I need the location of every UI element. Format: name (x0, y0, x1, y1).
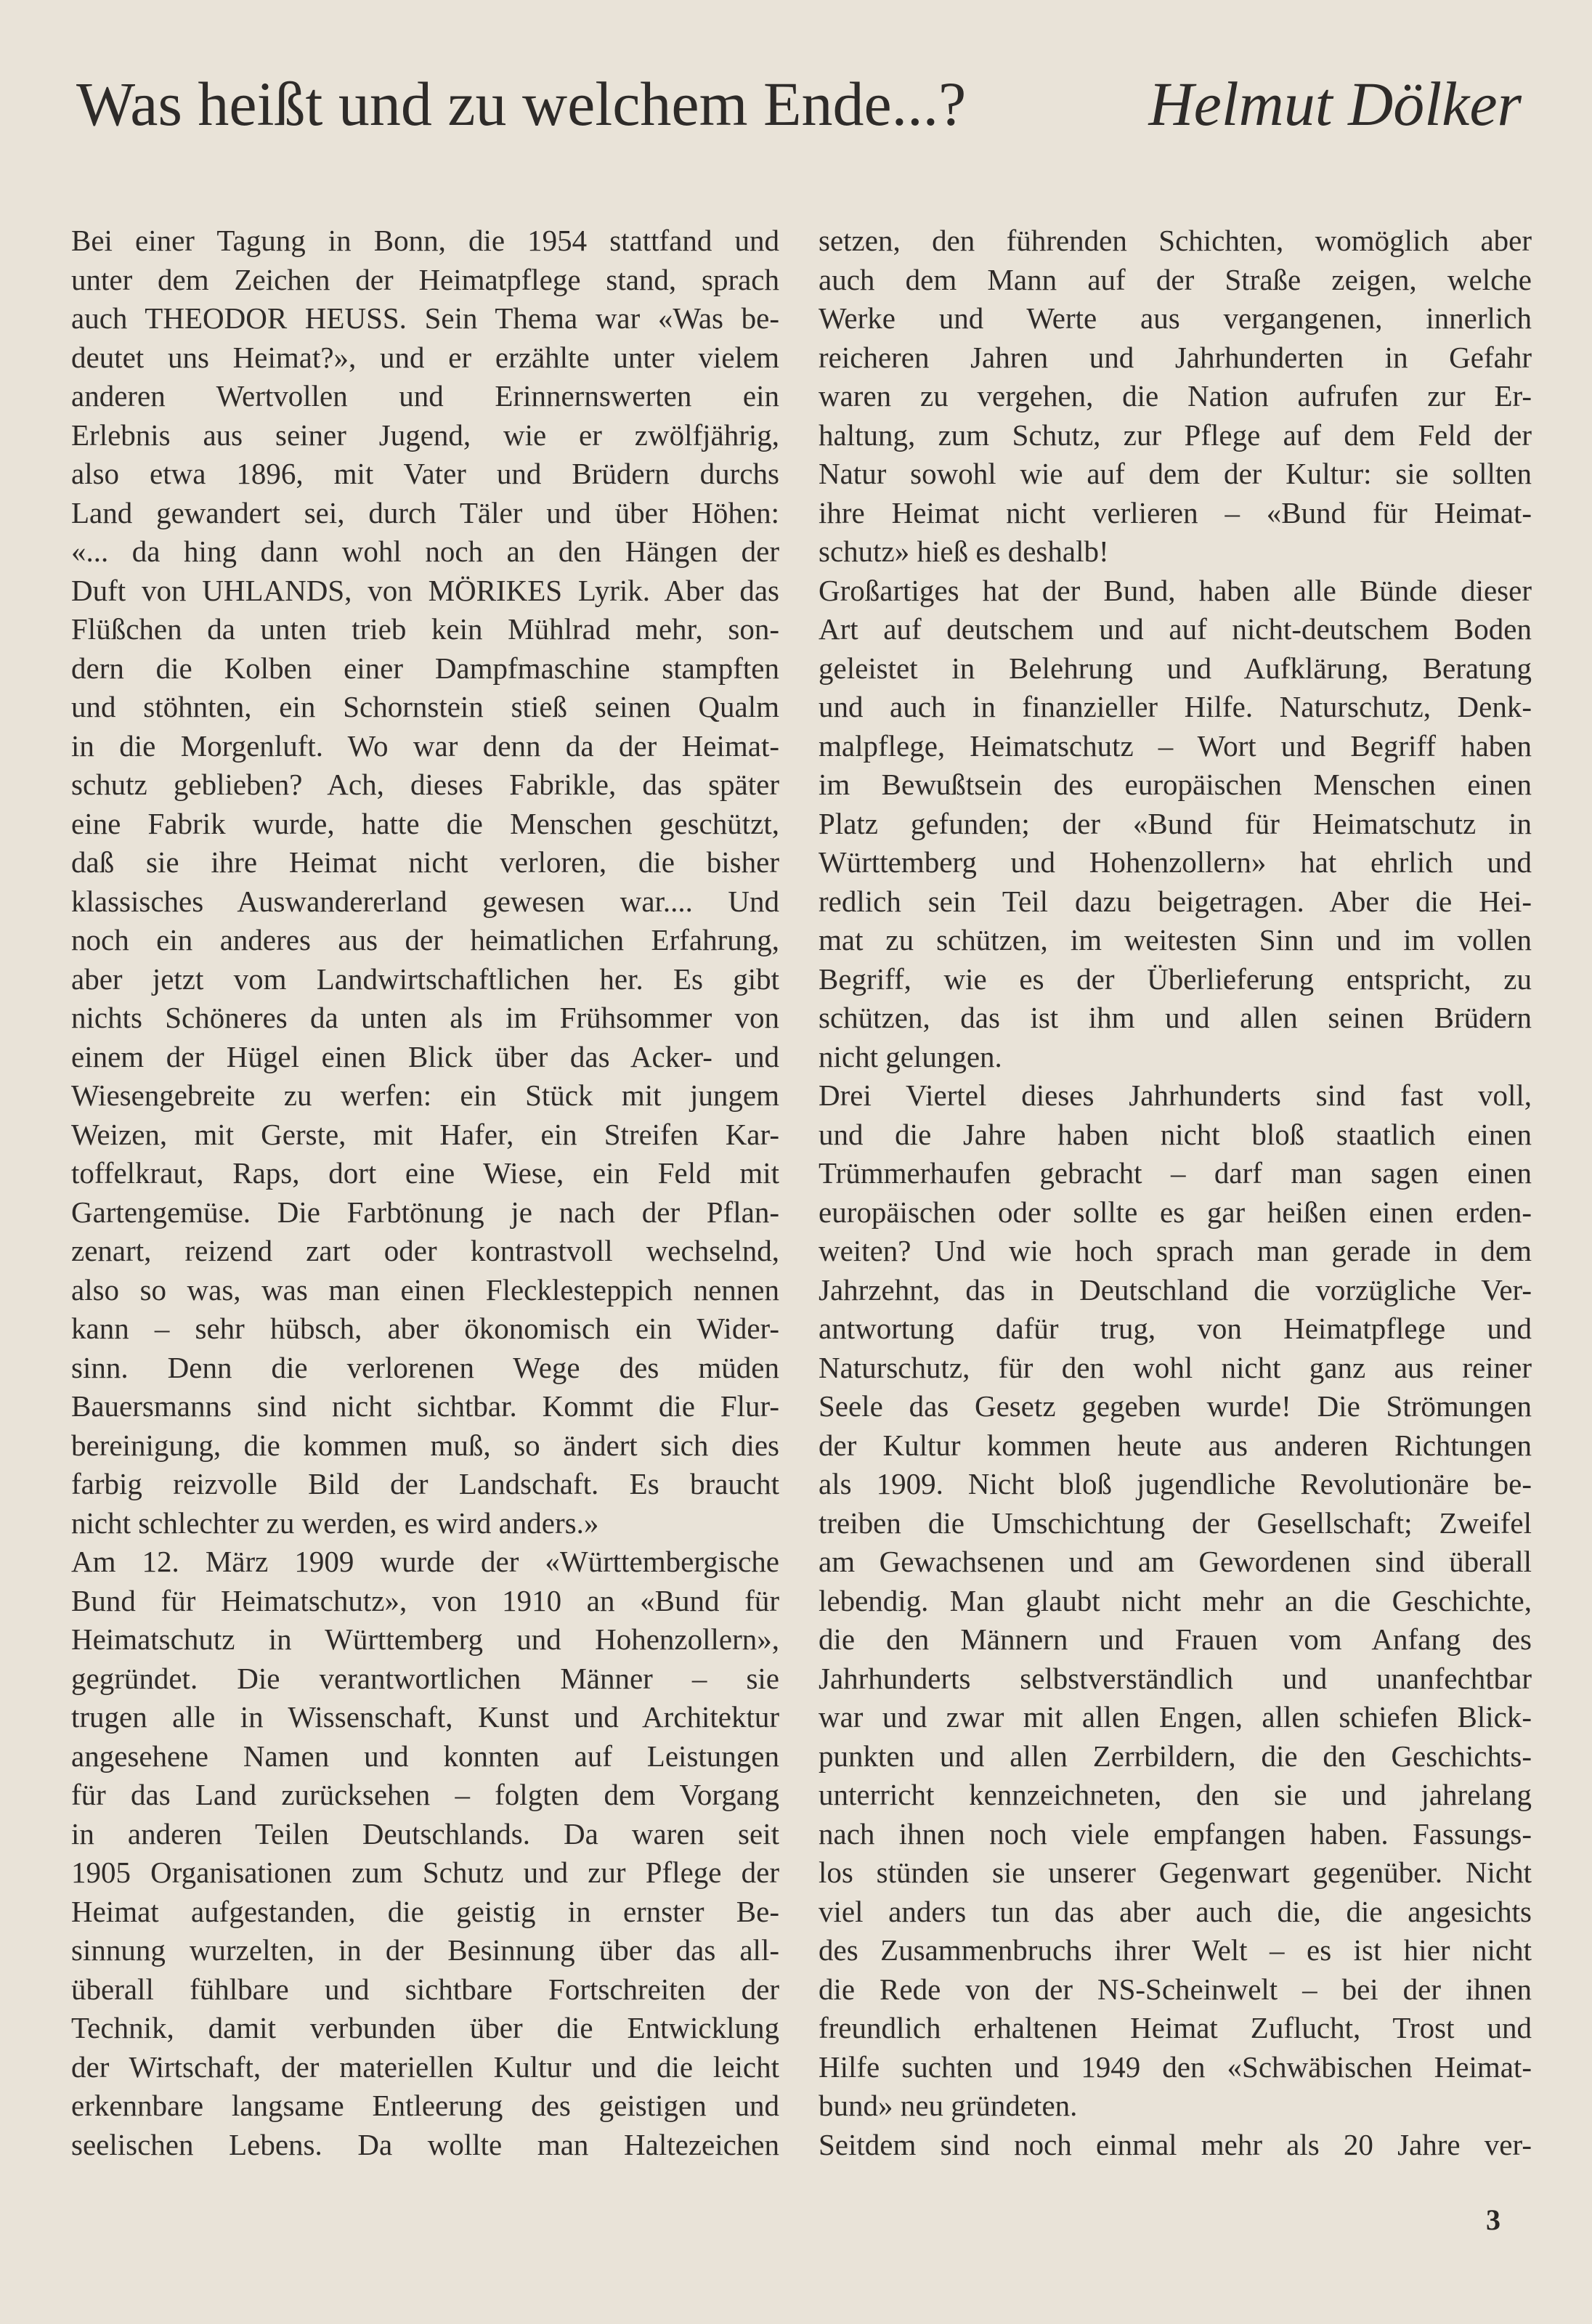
text-line: für das Land zurücksehen – folgten dem Vorgang (71, 1778, 779, 1811)
text-line: auch dem Mann auf der Straße zeigen, welche (819, 262, 1532, 296)
text-line: schützen, das ist ihm und allen seinen Brüdern (819, 1001, 1532, 1034)
text-line: freundlich erhaltenen Heimat Zuflucht, Trost und (819, 2011, 1532, 2044)
text-line: ihre Heimat nicht verlieren – «Bund für Heimat- (819, 495, 1532, 529)
text-line: haltung, zum Schutz, zur Pflege auf dem Feld der (819, 418, 1532, 452)
text-line: Bei einer Tagung in Bonn, die 1954 stattfand und (71, 224, 779, 257)
text-line: Seele das Gesetz gegeben wurde! Die Strömungen (819, 1389, 1532, 1423)
text-line: Heimatschutz in Württemberg und Hohenzollern», (71, 1622, 779, 1656)
text-line: im Bewußtsein des europäischen Menschen einen (819, 768, 1532, 801)
text-column-left (71, 222, 779, 2164)
text-line: war und zwar mit allen Engen, allen schiefen Blick- (819, 1700, 1532, 1734)
article-header (76, 64, 1522, 144)
text-line: die Rede von der NS-Scheinwelt – bei der ihnen (819, 1972, 1532, 2006)
text-line: Erlebnis aus seiner Jugend, wie er zwölfjährig, (71, 418, 779, 452)
text-line: bereinigung, die kommen muß, so ändert sich dies (71, 1428, 779, 1462)
text-line: Jahrzehnt, das in Deutschland die vorzügliche Ver- (819, 1272, 1532, 1307)
text-column-right (819, 222, 1532, 2164)
text-line: punkten und allen Zerrbildern, die den Geschichts- (819, 1739, 1532, 1773)
text-line: Gartengemüse. Die Farbtönung je nach der Pflan- (71, 1195, 779, 1229)
text-line: zenart, reizend zart oder kontrastvoll wechselnd, (71, 1234, 779, 1267)
text-line: dern die Kolben einer Dampfmaschine stampften (71, 651, 779, 685)
text-line: noch ein anderes aus der heimatlichen Erfahrung, (71, 923, 779, 956)
text-line: also etwa 1896, mit Vater und Brüdern durchs (71, 457, 779, 490)
text-line: lebendig. Man glaubt nicht mehr an die Geschichte, (819, 1583, 1532, 1617)
text-line: Jahrhunderts selbstverständlich und unanfechtbar (819, 1661, 1532, 1695)
text-line: Bund für Heimatschutz», von 1910 an «Bund für (71, 1583, 779, 1617)
text-line: die den Männern und Frauen vom Anfang des (819, 1622, 1532, 1656)
text-line: antwortung dafür trug, von Heimatpflege und (819, 1312, 1532, 1345)
text-line: Flüßchen da unten trieb kein Mühlrad mehr, son- (71, 612, 779, 646)
text-line: weiten? Und wie hoch sprach man gerade in dem (819, 1234, 1532, 1267)
text-line: Trümmerhaufen gebracht – darf man sagen einen (819, 1156, 1532, 1190)
text-line: Weizen, mit Gerste, mit Hafer, ein Streifen Kar- (71, 1117, 779, 1151)
text-line: einem der Hügel einen Blick über das Acker- und (71, 1039, 779, 1073)
text-line: des Zusammenbruchs ihrer Welt – es ist hier nicht (819, 1933, 1532, 1967)
text-line: Hilfe suchten und 1949 den «Schwäbischen Heimat- (819, 2049, 1532, 2084)
text-line: überall fühlbare und sichtbare Fortschreiten der (71, 1972, 779, 2006)
text-line: klassisches Auswandererland gewesen war.... Und (71, 884, 779, 918)
text-line: seelischen Lebens. Da wollte man Haltezeichen (71, 2127, 779, 2161)
text-line: unterricht kennzeichneten, den sie und jahrelang (819, 1778, 1532, 1811)
text-line: angesehene Namen und konnten auf Leistungen (71, 1739, 779, 1773)
text-line: mat zu schützen, im weitesten Sinn und im vollen (819, 923, 1532, 956)
text-line: nicht schlechter zu werden, es wird anders.» (71, 1506, 599, 1540)
page-number: 3 (1486, 2203, 1500, 2236)
text-line: aber jetzt vom Landwirtschaftlichen her. Es gibt (71, 962, 779, 996)
text-line: europäischen oder sollte es gar heißen einen erden- (819, 1195, 1532, 1229)
text-line: Begriff, wie es der Überlieferung entspricht, zu (819, 962, 1532, 996)
text-line: Naturschutz, für den wohl nicht ganz aus reiner (819, 1350, 1532, 1384)
text-line: Land gewandert sei, durch Täler und über Höhen: (71, 495, 779, 529)
text-line: Bauersmanns sind nicht sichtbar. Kommt die Flur- (71, 1389, 779, 1423)
text-line: kann – sehr hübsch, aber ökonomisch ein Wider- (71, 1312, 779, 1345)
text-line: nicht gelungen. (819, 1039, 1002, 1073)
text-line: Platz gefunden; der «Bund für Heimatschutz in (819, 806, 1532, 840)
text-line: malpflege, Heimatschutz – Wort und Begriff haben (819, 728, 1532, 763)
text-line: Werke und Werte aus vergangenen, innerlich (819, 301, 1532, 335)
text-line: setzen, den führenden Schichten, womöglich aber (819, 224, 1532, 257)
text-line: viel anders tun das aber auch die, die angesichts (819, 1894, 1532, 1928)
text-line: und auch in finanzieller Hilfe. Naturschutz, Denk- (819, 690, 1532, 723)
text-line: nach ihnen noch viele empfangen haben. Fassungs- (819, 1816, 1532, 1850)
text-line: reicheren Jahren und Jahrhunderten in Gefahr (819, 340, 1532, 374)
text-line: der Wirtschaft, der materiellen Kultur und die leicht (71, 2049, 779, 2084)
article-title: Was heißt und zu welchem Ende...? (76, 69, 967, 139)
text-line: Technik, damit verbunden über die Entwicklung (71, 2011, 779, 2044)
text-line: Art auf deutschem und auf nicht-deutschem Boden (819, 612, 1532, 646)
text-line: trugen alle in Wissenschaft, Kunst und Architektur (71, 1700, 779, 1734)
text-line: Württemberg und Hohenzollern» hat ehrlich und (819, 845, 1532, 879)
text-line: Wiesengebreite zu werfen: ein Stück mit jungem (71, 1078, 779, 1112)
text-line: und die Jahre haben nicht bloß staatlich einen (819, 1117, 1532, 1151)
text-line: Duft von UHLANDS, von MÖRIKES Lyrik. Aber das (71, 573, 779, 607)
text-line: Am 12. März 1909 wurde der «Württembergische (71, 1545, 779, 1578)
text-line: treiben die Umschichtung der Gesellschaft; Zweifel (819, 1506, 1532, 1540)
text-line: nichts Schöneres da unten als im Frühsommer von (71, 1001, 779, 1034)
text-line: 1905 Organisationen zum Schutz und zur Pflege der (71, 1856, 779, 1889)
text-line: farbig reizvolle Bild der Landschaft. Es braucht (71, 1467, 779, 1500)
text-line: Natur sowohl wie auf dem der Kultur: sie sollten (819, 457, 1532, 490)
text-line: als 1909. Nicht bloß jugendliche Revolutionäre be- (819, 1467, 1532, 1500)
text-line: toffelkraut, Raps, dort eine Wiese, ein Feld mit (71, 1156, 779, 1190)
text-line: erkennbare langsame Entleerung des geistigen und (71, 2089, 779, 2122)
text-line: auch THEODOR HEUSS. Sein Thema war «Was be- (71, 301, 779, 335)
text-line: sinn. Denn die verlorenen Wege des müden (71, 1350, 779, 1384)
text-line: deutet uns Heimat?», und er erzählte unter vielem (71, 340, 779, 374)
text-line: unter dem Zeichen der Heimatpflege stand, sprach (71, 262, 779, 296)
text-line: Drei Viertel dieses Jahrhunderts sind fast voll, (819, 1078, 1532, 1112)
text-line: gegründet. Die verantwortlichen Männer – sie (71, 1661, 779, 1695)
text-line: in anderen Teilen Deutschlands. Da waren seit (71, 1816, 779, 1850)
text-line: daß sie ihre Heimat nicht verloren, die bisher (71, 845, 779, 879)
text-line: anderen Wertvollen und Erinnernswerten ein (71, 379, 779, 413)
text-line: redlich sein Teil dazu beigetragen. Aber die Hei- (819, 884, 1532, 918)
text-line: der Kultur kommen heute aus anderen Richtungen (819, 1428, 1532, 1462)
text-line: also so was, was man einen Flecklesteppich nennen (71, 1272, 779, 1307)
text-line: schutz geblieben? Ach, dieses Fabrikle, das später (71, 768, 779, 801)
text-line: schutz» hieß es deshalb! (819, 535, 1109, 568)
text-line: waren zu vergehen, die Nation aufrufen zur Er- (819, 379, 1532, 413)
text-line: am Gewachsenen und am Gewordenen sind überall (819, 1545, 1532, 1578)
text-line: geleistet in Belehrung und Aufklärung, Beratung (819, 651, 1532, 685)
text-line: eine Fabrik wurde, hatte die Menschen geschützt, (71, 806, 779, 840)
text-line: «... da hing dann wohl noch an den Hängen der (71, 535, 779, 568)
text-line: Seitdem sind noch einmal mehr als 20 Jahre ver- (819, 2127, 1532, 2161)
text-line: bund» neu gründeten. (819, 2089, 1078, 2122)
text-line: und stöhnten, ein Schornstein stieß seinen Qualm (71, 690, 779, 723)
text-line: Großartiges hat der Bund, haben alle Bünde dieser (819, 573, 1532, 607)
text-line: Heimat aufgestanden, die geistig in ernster Be- (71, 1894, 779, 1928)
text-line: los stünden sie unserer Gegenwart gegenüber. Nicht (819, 1856, 1532, 1889)
article-author: Helmut Dölker (1148, 69, 1522, 139)
text-line: sinnung wurzelten, in der Besinnung über das all- (71, 1933, 779, 1967)
text-line: in die Morgenluft. Wo war denn da der Heimat- (71, 728, 779, 763)
